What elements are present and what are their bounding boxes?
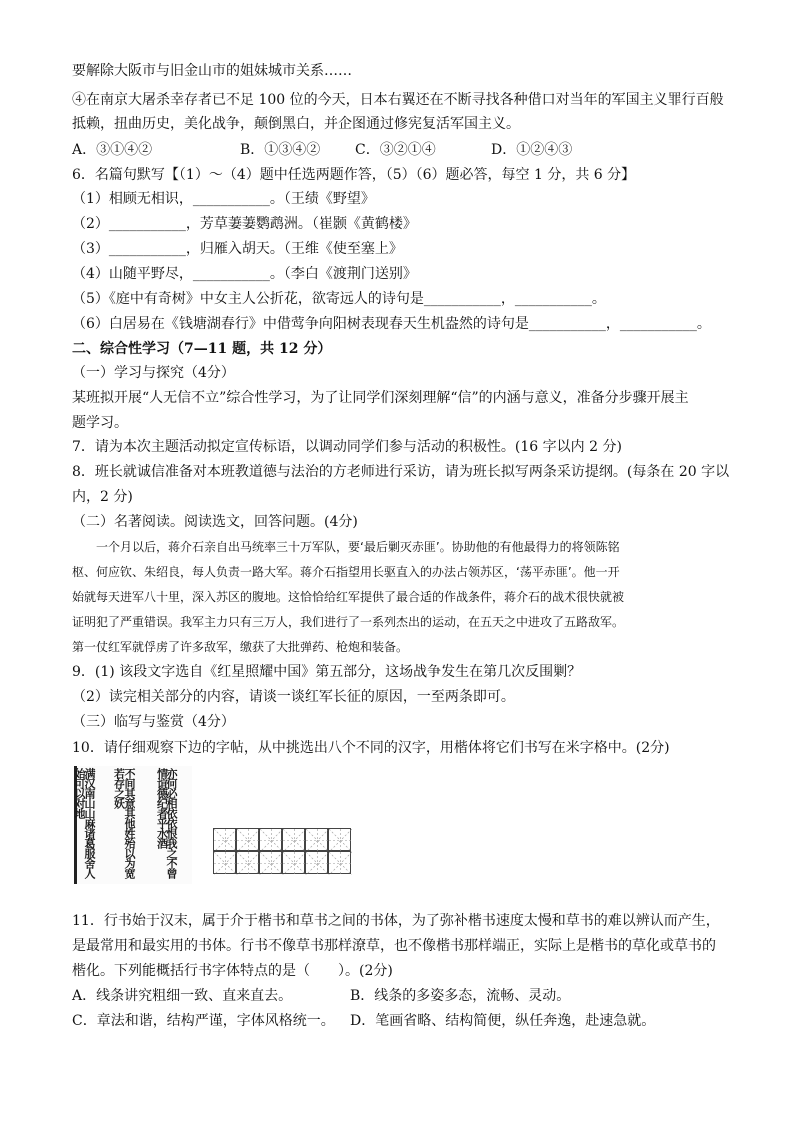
q11-line-3: 楷化。下列能概括行书字体特点的是（ ）。(2分) (72, 963, 393, 979)
q8-line-2: 内，2 分) (72, 489, 133, 505)
paragraph-1b: 题学习。 (72, 415, 128, 431)
q11-option-c: C．章法和谐，结构严谨，字体风格统一。 (72, 1013, 335, 1029)
q9-part-1: 9．(1) 该段文字选自《红星照耀中国》第五部分，这场战争发生在第几次反围剿？ (72, 664, 582, 680)
q11-option-b: B．线条的多姿多态，流畅、灵动。 (350, 988, 571, 1004)
q7: 7．请为本次主题活动拟定宣传标语，以调动同学们参与活动的积极性。(16 字以内 2 分) (72, 439, 622, 455)
mi-grid-cell[interactable] (305, 828, 328, 851)
mi-grid-cell[interactable] (282, 828, 305, 851)
q9-part-2: （2）读完相关部分的内容，请谈一谈红军长征的原因，一至两条即可。 (72, 689, 515, 705)
section-2-heading: 二、综合性学习（7—11 题，共 12 分） (72, 341, 332, 357)
mi-grid-cell[interactable] (305, 851, 328, 874)
q6-item-5: （5）《庭中有奇树》中女主人公折花，欲寄远人的诗句是___________，___________。 (72, 291, 606, 307)
q5-option-a: A．③①④② (72, 142, 153, 158)
mi-grid-guides (214, 829, 237, 852)
mi-grid-cell[interactable] (328, 828, 351, 851)
q11-option-a: A．线条讲究粗细一致、直来直去。 (72, 988, 293, 1004)
q5-option-b: B．①③④② (240, 142, 321, 158)
calligraphy-column-3: 亦何必相依依恨我之不曾情谊德纪者乎水酒 (155, 768, 178, 878)
mi-grid-guides (329, 852, 352, 875)
mi-grid-cell[interactable] (213, 851, 236, 874)
mi-grid-cell[interactable] (236, 851, 259, 874)
mi-grid-cell[interactable] (259, 828, 282, 851)
q10: 10．请仔细观察下边的字帖，从中挑选出八个不同的汉字，用楷体将它们书写在米字格中。(2分) (72, 740, 670, 756)
q6-item-2: （2）___________，芳草萋萋鹦鹉洲。（崔颢《黄鹤楼》 (72, 216, 417, 232)
q5-option-c: C．③②①④ (355, 142, 436, 158)
mi-grid-guides (260, 829, 283, 852)
mi-grid-guides (214, 852, 237, 875)
excerpt-line-2: 枢、何应钦、朱绍良，每人负责一路大军。蒋介石指望用长驱直入的办法占领苏区，‘荡平赤匪’。他一开 (72, 565, 620, 579)
q11-option-d: D．笔画省略、结构简便，纵任奔逸，赴速急就。 (350, 1013, 656, 1029)
mi-grid-guides (237, 829, 260, 852)
mi-grid-guides (283, 829, 306, 852)
q11-line-2: 是最常用和最实用的书体。行书不像草书那样潦草，也不像楷书那样端正，实际上是楷书的草化或草书的 (72, 938, 716, 954)
line-2: ④在南京大屠杀幸存者已不足 100 位的今天，日本右翼还在不断寻找各种借口对当年的军国主义罪行百般 (72, 92, 724, 108)
calligraphy-sample (74, 766, 192, 884)
mi-grid-guides (260, 852, 283, 875)
line-3: 抵赖，扭曲历史，美化战争，颠倒黑白，并企图通过修宪复活军国主义。 (72, 116, 520, 132)
q8-line-1: 8．班长就诚信准备对本班教道德与法治的方老师进行采访，请为班长拟写两条采访提纲。(每条在 20 字以 (72, 464, 730, 480)
excerpt-line-4: 证明犯了严重错误。我军主力只有三万人，我们进行了一系列杰出的运动，在五天之中进攻了五路敌军。 (72, 615, 625, 629)
q5-option-d: D．①②④③ (491, 142, 573, 158)
mi-grid-guides (283, 852, 306, 875)
subsection-1-heading: （一）学习与探究（4分） (72, 365, 235, 381)
calligraphy-column-2: 不间其意其他姓殆以为宽若存之妖 (112, 768, 136, 878)
mi-grid-cell[interactable] (259, 851, 282, 874)
mi-grid-cell[interactable] (236, 828, 259, 851)
mi-grid-cell[interactable] (328, 851, 351, 874)
mi-grid-guides (329, 829, 352, 852)
subsection-3-heading: （三）临写与鉴赏（4分） (72, 714, 235, 730)
mi-grid-guides (237, 852, 260, 875)
excerpt-line-3: 始就每天进军八十里，深入苏区的腹地。这恰恰给红军提供了最合适的作战条件，蒋介石的战术很快就被 (72, 590, 625, 604)
paragraph-1a: 某班拟开展“人无信不立”综合性学习，为了让同学们深刻理解“信”的内涵与意义，准备分步骤开展主 (72, 390, 689, 406)
mi-grid-guides (306, 852, 329, 875)
mi-grid-cell[interactable] (213, 828, 236, 851)
excerpt-line-5: 第一仗红军就俘虏了许多敌军，缴获了大批弹药、枪炮和装备。 (72, 640, 409, 654)
mi-grid-guides (306, 829, 329, 852)
q6-item-3: （3）___________，归雁入胡天。（王维《使至塞上》 (72, 241, 403, 257)
subsection-2-heading: （二）名著阅读。阅读选文，回答问题。(4分) (72, 514, 358, 530)
mi-grid-cell[interactable] (282, 851, 305, 874)
q6-item-4: （4）山随平野尽，___________。（李白《渡荆门送别》 (72, 266, 417, 282)
q6-title: 6．名篇句默写【（1）～（4）题中任选两题作答，（5）（6）题必答，每空 1 分，共 6 分】 (72, 167, 636, 183)
q11-line-1: 11．行书始于汉末，属于介于楷书和草书之间的书体，为了弥补楷书速度太慢和草书的难以辨认而产生， (72, 913, 720, 929)
calligraphy-column-1: 满汉南山山麻诸葛服舍人始可以对地 (73, 768, 96, 878)
q6-item-1: （1）相顾无相识，___________。（王绩《野望》 (72, 191, 375, 207)
excerpt-line-1: 一个月以后，蒋介石亲自出马统率三十万军队，要‘最后剿灭赤匪’。协助他的有他最得力的将领陈铭 (72, 540, 620, 554)
q6-item-6: （6）白居易在《钱塘湖春行》中借莺争向阳树表现春天生机盎然的诗句是___________，___________。 (72, 316, 711, 332)
line-1: 要解除大阪市与旧金山市的姐妹城市关系…… (72, 63, 352, 79)
